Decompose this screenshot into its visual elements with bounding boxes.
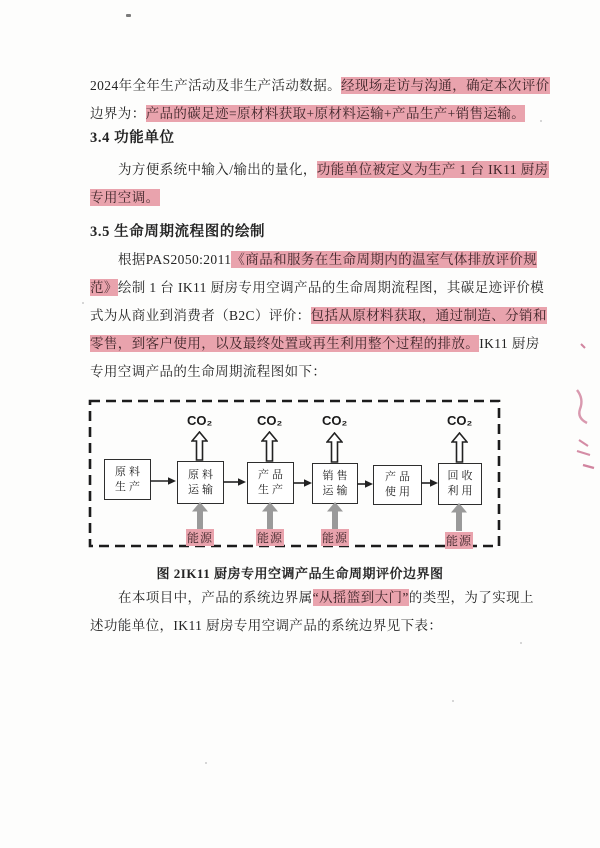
co2-emission-arrow-icon <box>451 432 468 463</box>
text-run: 绘制 1 台 IK11 厨房专用空调产品的生命周期流程图，其碳足迹评价模 <box>117 280 545 295</box>
flow-arrow-icon <box>293 478 312 488</box>
section-heading-3-4: 3.4 功能单位 <box>90 130 175 146</box>
scan-speck <box>126 14 131 17</box>
scan-dust <box>540 120 542 122</box>
scan-dust <box>205 762 207 764</box>
highlighted-text: 功能单位被定义为生产 1 台 IK11 厨房 <box>316 162 549 177</box>
stage-label: 销售 <box>322 469 351 482</box>
text-run: 2024年全年生产活动及非生产活动数据。 <box>90 78 341 93</box>
section-heading-3-5: 3.5 生命周期流程图的绘制 <box>90 224 266 240</box>
stage-label: 产品 <box>385 471 413 483</box>
stage-box-product-production <box>247 462 294 504</box>
highlighted-text: 《商品和服务在生命周期内的温室气体排放评价规 <box>231 252 538 267</box>
highlighted-text: 零售，到客户使用，以及最终处置或再生利用整个过程的排放。 <box>90 336 480 351</box>
co2-label: CO₂ <box>187 413 213 428</box>
stage-label: 原料 <box>115 465 143 478</box>
co2-emission-arrow-icon <box>326 432 343 463</box>
paragraph-evaluation-boundary <box>90 72 550 128</box>
paragraph-lifecycle-flowchart <box>90 246 547 386</box>
paragraph-system-boundary <box>90 584 534 640</box>
stage-label: 使用 <box>385 486 413 498</box>
co2-label: CO₂ <box>257 413 283 428</box>
co2-label: CO₂ <box>322 413 348 428</box>
text-run: 为方便系统中输入/输出的量化， <box>118 162 317 177</box>
red-ink-marks <box>566 335 598 475</box>
paragraph-functional-unit <box>90 156 549 212</box>
stage-label: 生产 <box>115 480 143 493</box>
text-run: 边界为： <box>90 106 146 121</box>
lifecycle-diagram <box>88 399 501 548</box>
text-run: IK11 厨房 <box>479 336 540 351</box>
text-run: 在本项目中，产品的系统边界属 <box>118 590 313 605</box>
figure-caption: 图 2IK11 厨房专用空调产品生命周期评价边界图 <box>156 566 444 581</box>
flow-arrow-icon <box>150 476 176 486</box>
highlighted-text: 包括从原材料获取，通过制造、分销和 <box>310 308 547 323</box>
scan-dust <box>82 302 84 304</box>
energy-input-arrow-icon <box>192 502 208 530</box>
energy-label: 能源 <box>257 531 284 545</box>
stage-label: 运输 <box>322 484 351 497</box>
highlighted-text: 范》 <box>90 280 118 295</box>
scan-dust <box>452 700 454 702</box>
text-run: 的类型，为了实现上 <box>408 590 534 605</box>
flow-arrow-icon <box>357 479 373 489</box>
highlighted-text: 专用空调。 <box>90 190 160 205</box>
stage-label: 原料 <box>188 468 216 481</box>
stage-label: 生产 <box>258 484 286 496</box>
stage-box-product-use <box>373 465 422 505</box>
text-run: 述功能单位，IK11 厨房专用空调产品的系统边界见下表： <box>90 618 443 633</box>
co2-emission-arrow-icon <box>191 431 208 461</box>
text-run: 专用空调产品的生命周期流程图如下： <box>90 364 327 379</box>
energy-input-arrow-icon <box>451 503 467 531</box>
co2-label: CO₂ <box>447 413 473 428</box>
highlighted-text: 经现场走访与沟通，确定本次评价 <box>341 78 550 93</box>
energy-input-arrow-icon <box>262 502 278 530</box>
stage-box-raw-material-transport <box>177 461 224 504</box>
energy-label: 能源 <box>446 534 473 548</box>
flow-arrow-icon <box>223 477 246 487</box>
stage-box-sales-transport <box>312 463 358 504</box>
stage-label: 回收 <box>447 470 476 482</box>
energy-input-arrow-icon <box>327 502 343 530</box>
energy-label: 能源 <box>322 531 349 545</box>
text-run: 式为从商业到消费者（B2C）评价： <box>90 308 311 323</box>
stage-label: 利用 <box>447 485 476 497</box>
co2-emission-arrow-icon <box>261 431 278 462</box>
highlighted-text: “从摇篮到大门” <box>312 590 409 605</box>
flow-arrow-icon <box>421 478 438 488</box>
highlighted-text: 产品的碳足迹=原材料获取+原材料运输+产品生产+销售运输。 <box>145 106 526 121</box>
scan-dust <box>520 642 522 644</box>
stage-box-recycling <box>438 463 482 505</box>
text-run: 根据PAS2050:2011 <box>118 252 232 267</box>
stage-label: 产品 <box>258 469 286 481</box>
energy-label: 能源 <box>187 531 214 545</box>
stage-label: 运输 <box>188 483 216 496</box>
stage-box-raw-material-production <box>104 459 151 500</box>
